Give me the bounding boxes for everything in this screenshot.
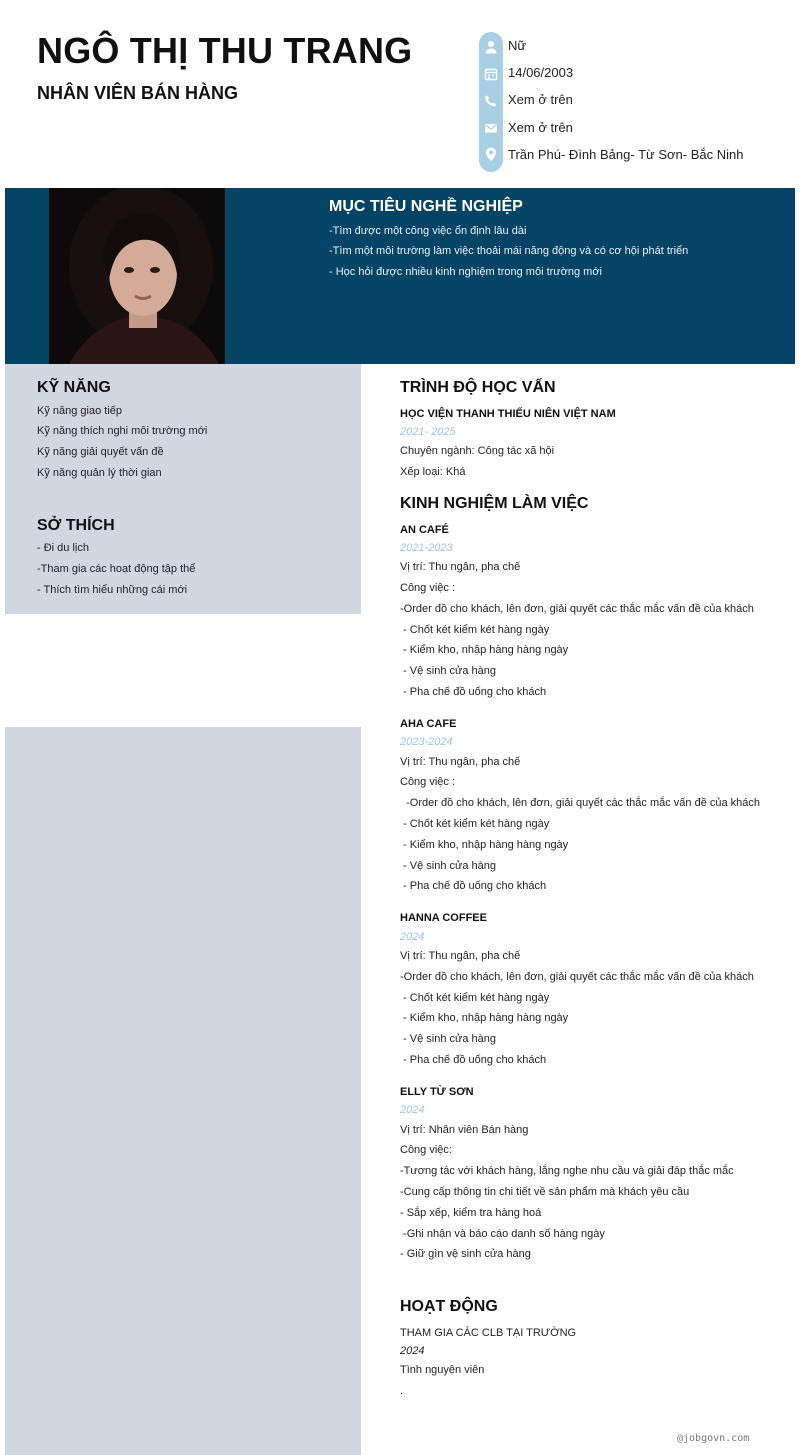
experience-title: KINH NGHIỆM LÀM VIỆC <box>400 495 589 512</box>
job-company: ELLY TỪ SƠN <box>400 1086 474 1098</box>
phone-value: Xem ở trên <box>508 92 573 107</box>
job-line: - Chốt két kiểm két hàng ngày <box>400 992 550 1004</box>
candidate-name: NGÔ THỊ THU TRANG <box>37 30 413 71</box>
job-line: -Order đồ cho khách, lên đơn, giải quyết các thắc mắc vấn đề của khách <box>400 971 754 983</box>
email-value: Xem ở trên <box>508 120 573 135</box>
job-line: Vị trí: Thu ngân, pha chế <box>400 756 521 768</box>
activity-org: THAM GIA CÁC CLB TẠI TRƯỜNG <box>400 1327 577 1339</box>
job-line: - Chốt két kiểm két hàng ngày <box>400 624 550 636</box>
job-line: Công việc: <box>400 1144 452 1156</box>
job-line: - Chốt két kiểm két hàng ngày <box>400 818 550 830</box>
activity-period: 2024 <box>400 1345 425 1357</box>
job-line: Vị trí: Nhân viên Bán hàng <box>400 1124 529 1136</box>
objective-title: MỤC TIÊU NGHỀ NGHIỆP <box>329 198 523 215</box>
job-line: -Cung cấp thông tin chi tiết về sản phẩm mà khách yêu cầu <box>400 1186 690 1198</box>
education-major: Chuyên ngành: Công tác xã hội <box>400 445 555 457</box>
job-period: 2024 <box>400 931 425 943</box>
school-name: HỌC VIỆN THANH THIẾU NIÊN VIỆT NAM <box>400 408 616 420</box>
job-line: - Vệ sinh cửa hàng <box>400 860 497 872</box>
job-company: AN CAFÉ <box>400 524 449 536</box>
job-period: 2023-2024 <box>400 736 453 748</box>
job-line: -Ghi nhận và báo cáo danh số hàng ngày <box>400 1228 605 1240</box>
job-line: -Tương tác với khách hàng, lắng nghe nhu cầu và giải đáp thắc mắc <box>400 1165 734 1177</box>
profile-photo <box>49 188 225 364</box>
location-pin-icon <box>483 146 499 162</box>
calendar-icon <box>483 66 499 82</box>
job-line: - Pha chế đồ uống cho khách <box>400 880 547 892</box>
hobby-item: - Thích tìm hiểu những cái mới <box>37 584 188 596</box>
hobby-item: -Tham gia các hoạt động tập thể <box>37 563 196 575</box>
job-line: Công việc : <box>400 776 456 788</box>
job-line: Công việc : <box>400 582 456 594</box>
mail-icon <box>483 120 499 136</box>
objective-line: -Tìm được một công việc ổn định lâu dài <box>329 225 527 237</box>
objective-line: - Học hỏi được nhiều kinh nghiệm trong môi trường mới <box>329 266 602 278</box>
job-line: - Pha chế đồ uống cho khách <box>400 686 547 698</box>
education-title: TRÌNH ĐỘ HỌC VẤN <box>400 379 556 396</box>
education-grade: Xếp loại: Khá <box>400 466 466 478</box>
skills-title: KỸ NĂNG <box>37 379 111 396</box>
job-company: HANNA COFFEE <box>400 912 487 924</box>
job-line: - Kiểm kho, nhập hàng hàng ngày <box>400 839 569 851</box>
job-line: -Order đồ cho khách, lên đơn, giải quyết các thắc mắc vấn đề của khách <box>400 797 761 809</box>
skill-item: Kỹ năng thích nghi môi trường mới <box>37 425 208 437</box>
user-icon <box>483 39 499 55</box>
skill-item: Kỹ năng giải quyết vấn đề <box>37 446 164 458</box>
watermark: @jobgovn.com <box>677 1433 750 1444</box>
job-line: -Order đồ cho khách, lên đơn, giải quyết các thắc mắc vấn đề của khách <box>400 603 754 615</box>
contact-icon-strip <box>479 32 503 172</box>
job-period: 2024 <box>400 1104 425 1116</box>
education-period: 2021- 2025 <box>400 426 456 438</box>
left-panel-bottom <box>5 727 361 1455</box>
skill-item: Kỹ năng giao tiếp <box>37 405 123 417</box>
job-line: Vị trí: Thu ngân, pha chế <box>400 950 521 962</box>
job-line: - Kiểm kho, nhập hàng hàng ngày <box>400 1012 569 1024</box>
job-line: - Giữ gìn vệ sinh cửa hàng <box>400 1248 531 1260</box>
left-panel-top <box>5 364 361 614</box>
job-period: 2021-2023 <box>400 542 453 554</box>
job-line: - Kiểm kho, nhập hàng hàng ngày <box>400 644 569 656</box>
gender-value: Nữ <box>508 38 527 53</box>
hobby-item: - Đi du lịch <box>37 542 89 554</box>
job-line: Vị trí: Thu ngân, pha chế <box>400 561 521 573</box>
job-line: - Vệ sinh cửa hàng <box>400 1033 497 1045</box>
address-value: Trần Phú- Đình Bảng- Từ Sơn- Bắc Ninh <box>508 147 744 162</box>
job-company: AHA CAFE <box>400 718 457 730</box>
activity-extra: . <box>400 1385 404 1397</box>
objective-line: -Tìm một môi trường làm việc thoải mái năng động và có cơ hội phát triển <box>329 245 689 257</box>
activities-title: HOẠT ĐỘNG <box>400 1298 498 1315</box>
phone-icon <box>483 93 499 109</box>
activity-role: Tình nguyện viên <box>400 1364 485 1376</box>
skill-item: Kỹ năng quản lý thời gian <box>37 467 162 479</box>
job-title: NHÂN VIÊN BÁN HÀNG <box>37 83 239 103</box>
dob-value: 14/06/2003 <box>508 65 574 80</box>
job-line: - Sắp xếp, kiểm tra hàng hoá <box>400 1207 542 1219</box>
job-line: - Pha chế đồ uống cho khách <box>400 1054 547 1066</box>
hobbies-title: SỞ THÍCH <box>37 517 115 534</box>
job-line: - Vệ sinh cửa hàng <box>400 665 497 677</box>
